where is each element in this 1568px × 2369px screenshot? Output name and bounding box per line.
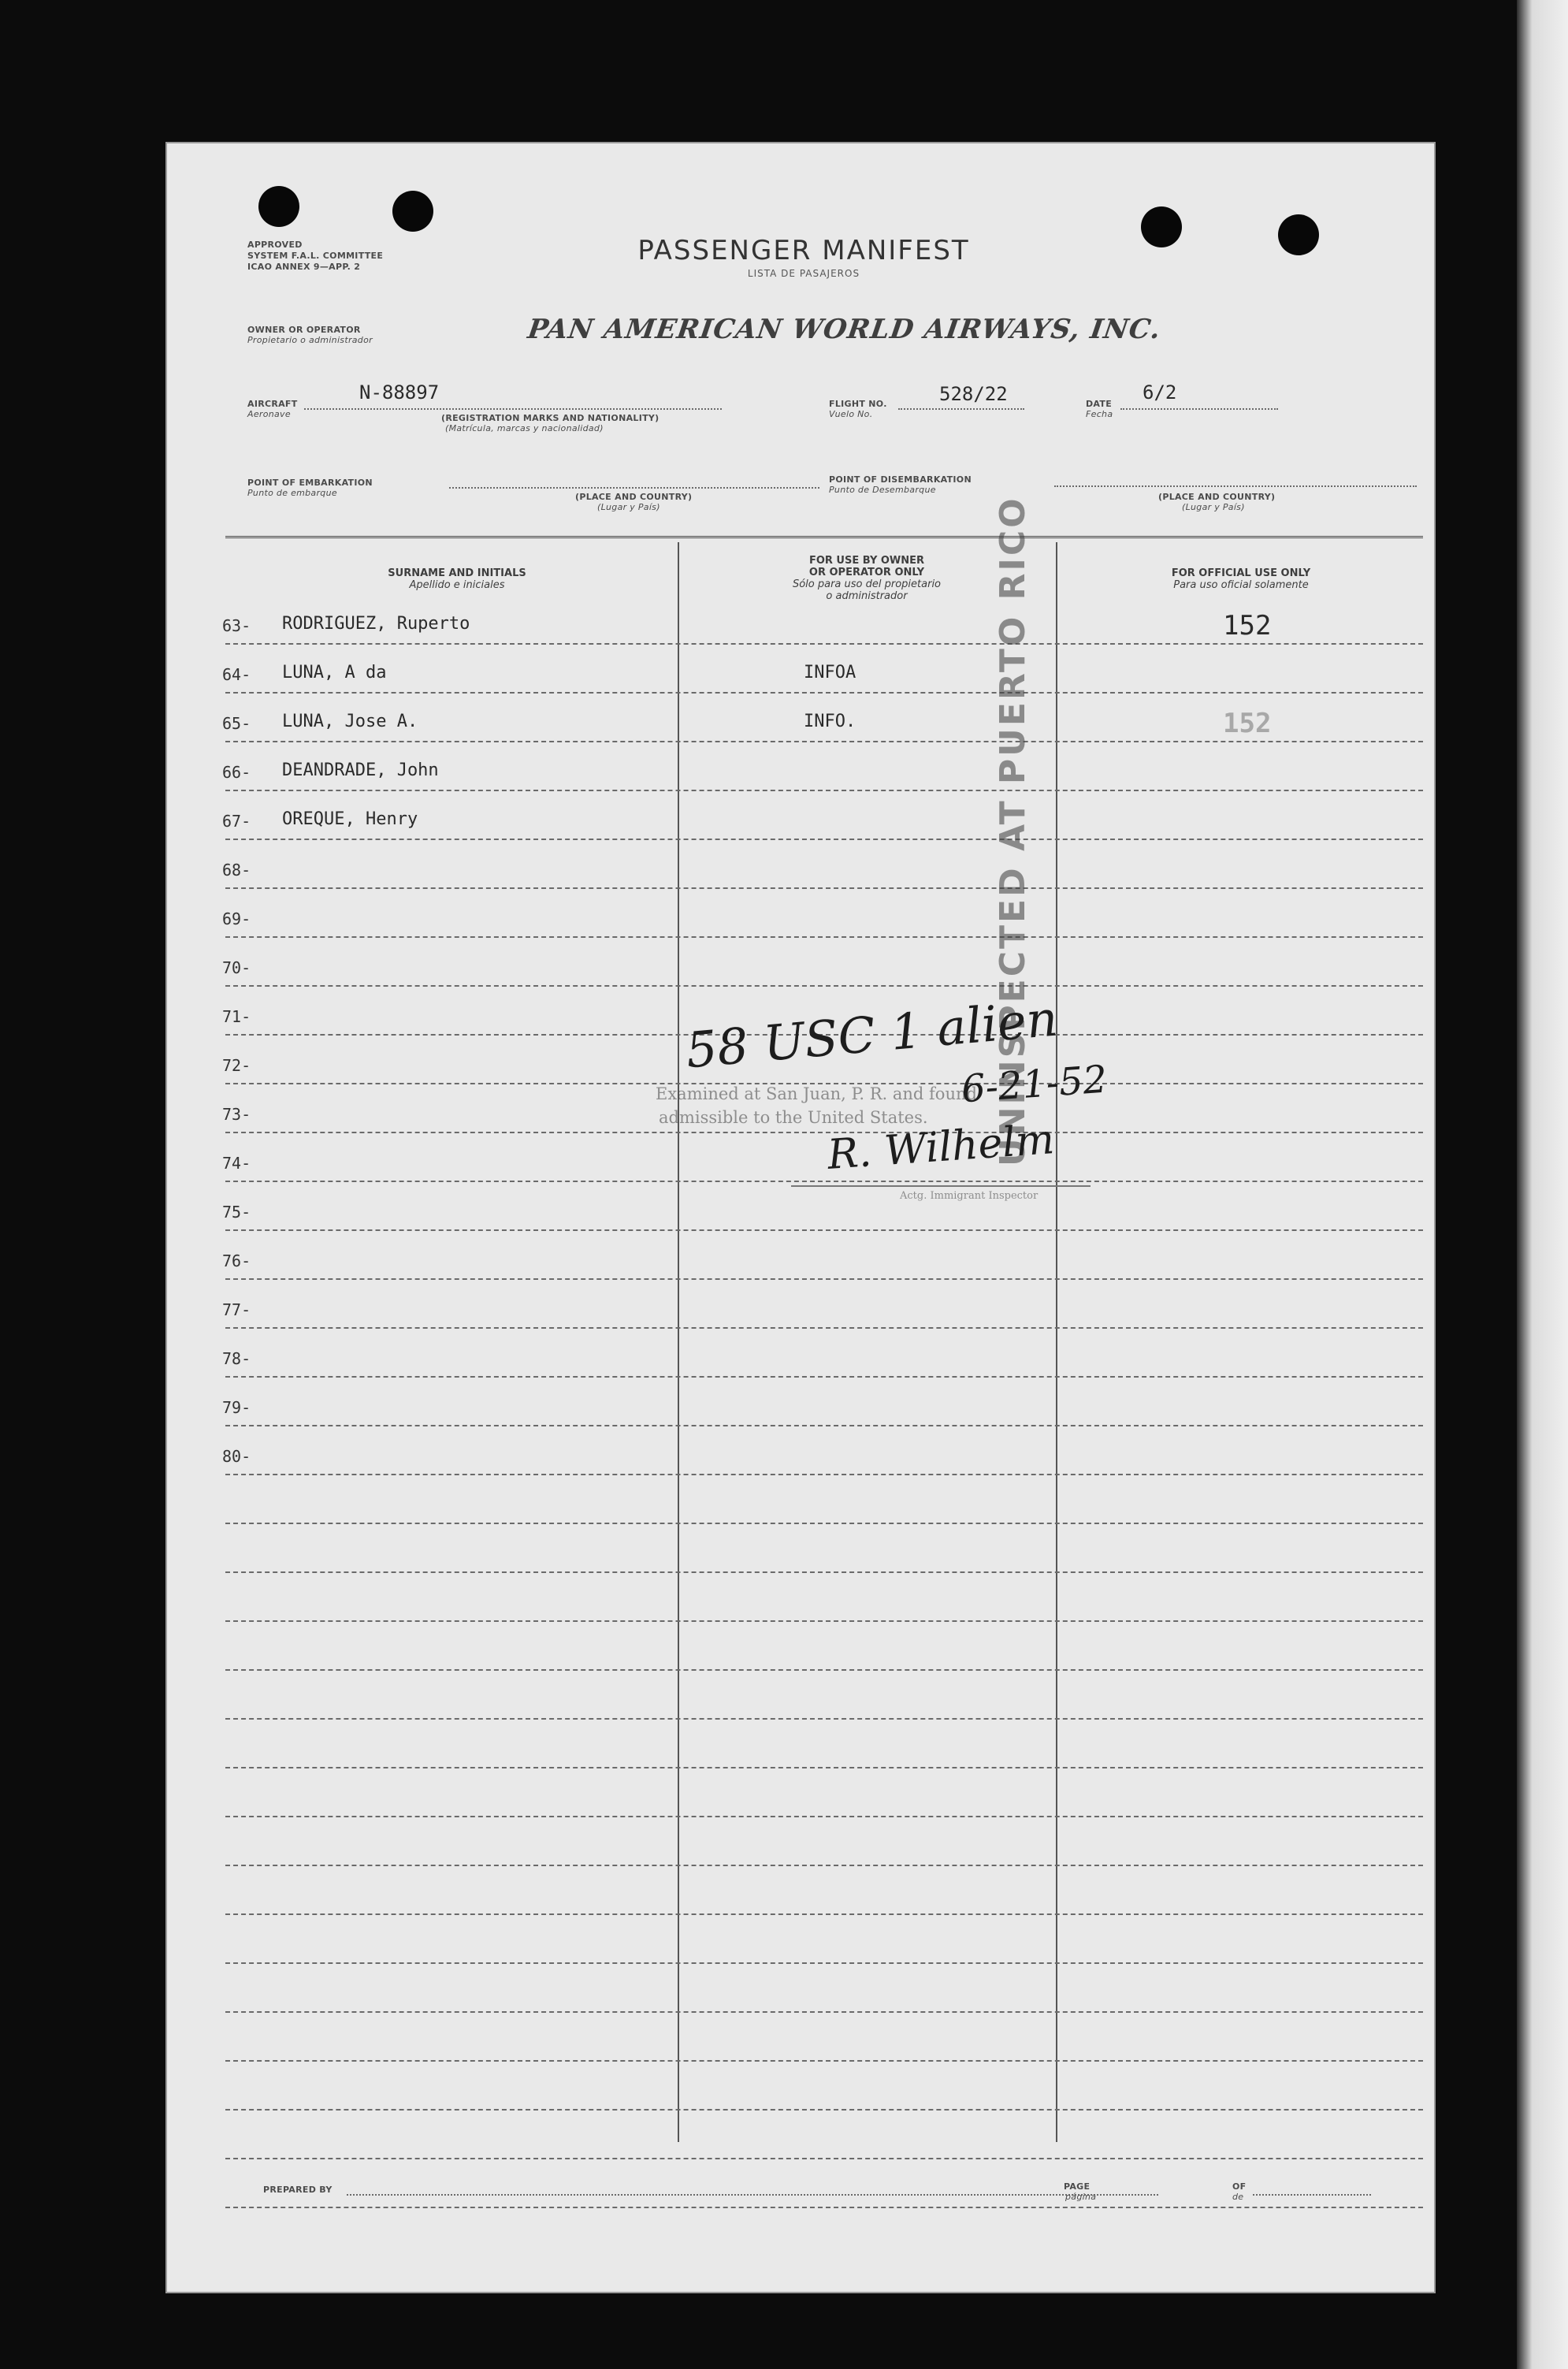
row-number: 77- xyxy=(222,1300,251,1319)
passenger-name: LUNA, Jose A. xyxy=(282,712,418,731)
row-rule xyxy=(225,1767,1423,1768)
registration-note-es: (Matrícula, marcas y nacionalidad) xyxy=(445,423,604,433)
row-rule xyxy=(225,1376,1423,1378)
flight-label-es: Vuelo No. xyxy=(829,409,873,419)
column-header-official: FOR OFFICIAL USE ONLY Para uso oficial solamente xyxy=(1171,567,1311,591)
disembark-underline xyxy=(1054,485,1417,487)
row-number: 69- xyxy=(222,909,251,928)
row-rule xyxy=(225,2060,1423,2062)
embark-underline xyxy=(449,487,819,489)
row-rule xyxy=(225,1327,1423,1329)
owner-label: OWNER OR OPERATOR xyxy=(247,325,361,335)
row-rule xyxy=(225,1229,1423,1231)
row-rule xyxy=(225,2158,1423,2159)
row-rule xyxy=(225,887,1423,889)
row-rule xyxy=(225,643,1423,645)
row-rule xyxy=(225,1816,1423,1817)
row-number: 80- xyxy=(222,1447,251,1466)
row-number: 70- xyxy=(222,958,251,977)
owner-use-cell: INFOA xyxy=(804,663,856,682)
row-number: 78- xyxy=(222,1349,251,1368)
punch-hole-icon xyxy=(258,186,299,227)
disembark-label-es: Punto de Desembarque xyxy=(829,485,936,495)
place-note: (PLACE AND COUNTRY) xyxy=(575,492,693,502)
row-rule xyxy=(225,1718,1423,1720)
handwritten-date: 6-21-52 xyxy=(960,1057,1109,1112)
of-label-es: de xyxy=(1232,2192,1244,2202)
row-number: 73- xyxy=(222,1105,251,1124)
airline-name: PAN AMERICAN WORLD AIRWAYS, INC. xyxy=(526,314,1163,345)
row-number: 68- xyxy=(222,861,251,880)
approval-line: ICAO ANNEX 9—APP. 2 xyxy=(247,262,361,272)
row-rule xyxy=(225,1474,1423,1475)
date-underline xyxy=(1120,408,1278,410)
aircraft-label: AIRCRAFT xyxy=(247,399,298,409)
page-label: PAGE xyxy=(1064,2181,1091,2192)
registration-note: (REGISTRATION MARKS AND NATIONALITY) xyxy=(441,413,660,423)
place-note: (PLACE AND COUNTRY) xyxy=(1158,492,1276,502)
row-number: 75- xyxy=(222,1203,251,1222)
flight-label: FLIGHT NO. xyxy=(829,399,887,409)
punch-hole-icon xyxy=(1141,206,1182,247)
owner-use-cell: INFO. xyxy=(804,712,856,731)
passenger-name: LUNA, A da xyxy=(282,663,387,682)
table-top-rule xyxy=(225,536,1423,538)
official-use-cell: 152 xyxy=(1223,708,1272,739)
row-rule xyxy=(225,1571,1423,1573)
approval-line: SYSTEM F.A.L. COMMITTEE xyxy=(247,251,384,261)
passenger-name: RODRIGUEZ, Ruperto xyxy=(282,614,470,634)
row-rule xyxy=(225,936,1423,938)
prepared-by-label: PREPARED BY xyxy=(263,2185,333,2195)
row-number: 79- xyxy=(222,1398,251,1417)
of-label: OF xyxy=(1232,2181,1247,2192)
row-rule xyxy=(225,1669,1423,1671)
uninspected-stamp: UNINSPECTED AT PUERTO RICO xyxy=(993,496,1033,1166)
aircraft-underline xyxy=(304,408,722,410)
row-rule xyxy=(225,1620,1423,1622)
examined-stamp-line: Examined at San Juan, P. R. and found xyxy=(656,1084,977,1103)
disembark-label: POINT OF DISEMBARKATION xyxy=(829,474,972,485)
aircraft-value: N-88897 xyxy=(359,381,440,404)
row-number: 66- xyxy=(222,763,251,782)
passenger-name: DEANDRADE, John xyxy=(282,761,439,780)
row-rule xyxy=(225,1913,1423,1915)
place-note-es: (Lugar y País) xyxy=(1182,502,1245,512)
official-use-cell: 152 xyxy=(1223,610,1272,642)
row-rule xyxy=(225,2207,1423,2208)
row-rule xyxy=(225,1425,1423,1426)
passenger-name: OREQUE, Henry xyxy=(282,809,418,829)
inspector-signature: R. Wilhelm xyxy=(826,1116,1056,1179)
row-rule xyxy=(225,2011,1423,2013)
row-rule xyxy=(225,1962,1423,1964)
row-rule xyxy=(225,1523,1423,1524)
row-rule xyxy=(225,790,1423,791)
page-title: PASSENGER MANIFEST xyxy=(637,235,970,266)
row-rule xyxy=(225,741,1423,742)
examined-stamp-line: admissible to the United States. xyxy=(659,1108,928,1127)
page-count-underline xyxy=(1253,2194,1371,2196)
row-rule xyxy=(225,985,1423,987)
row-number: 67- xyxy=(222,812,251,831)
owner-label-es: Propietario o administrador xyxy=(247,335,373,345)
row-rule xyxy=(225,1865,1423,1866)
page-subtitle: LISTA DE PASAJEROS xyxy=(747,268,860,279)
column-divider xyxy=(1056,542,1057,2142)
row-rule xyxy=(225,1278,1423,1280)
row-rule xyxy=(225,1132,1423,1133)
row-rule xyxy=(225,692,1423,694)
date-value: 6/2 xyxy=(1143,381,1177,404)
row-number: 64- xyxy=(222,665,251,684)
punch-hole-icon xyxy=(392,191,433,232)
row-number: 74- xyxy=(222,1154,251,1173)
approval-line: APPROVED xyxy=(247,240,303,250)
aircraft-label-es: Aeronave xyxy=(247,409,291,419)
place-note-es: (Lugar y País) xyxy=(597,502,660,512)
embark-label-es: Punto de embarque xyxy=(247,488,337,498)
manifest-sheet xyxy=(165,142,1436,2293)
row-number: 63- xyxy=(222,616,251,635)
flight-underline xyxy=(898,408,1024,410)
flight-value: 528/22 xyxy=(939,383,1008,405)
date-label-es: Fecha xyxy=(1086,409,1113,419)
scan-border xyxy=(1517,0,1568,2369)
page-label-es: página xyxy=(1065,2192,1097,2202)
row-number: 76- xyxy=(222,1251,251,1270)
inspector-title: Actg. Immigrant Inspector xyxy=(900,1190,1039,1202)
row-rule xyxy=(225,2109,1423,2111)
signature-line xyxy=(791,1185,1091,1187)
embark-label: POINT OF EMBARKATION xyxy=(247,478,373,488)
punch-hole-icon xyxy=(1278,214,1319,255)
row-number: 72- xyxy=(222,1056,251,1075)
row-number: 65- xyxy=(222,714,251,733)
column-header-owner-use: FOR USE BY OWNER OR OPERATOR ONLY Sólo para uso del propietario o administrador xyxy=(792,555,942,602)
handwritten-note: 58 USC 1 alien xyxy=(683,989,1061,1080)
prepared-by-underline xyxy=(347,2194,1158,2196)
row-rule xyxy=(225,1181,1423,1182)
date-label: DATE xyxy=(1086,399,1113,409)
row-rule xyxy=(225,839,1423,840)
column-header-surname: SURNAME AND INITIALS Apellido e iniciales xyxy=(388,567,526,591)
column-divider xyxy=(678,542,679,2142)
row-number: 71- xyxy=(222,1007,251,1026)
